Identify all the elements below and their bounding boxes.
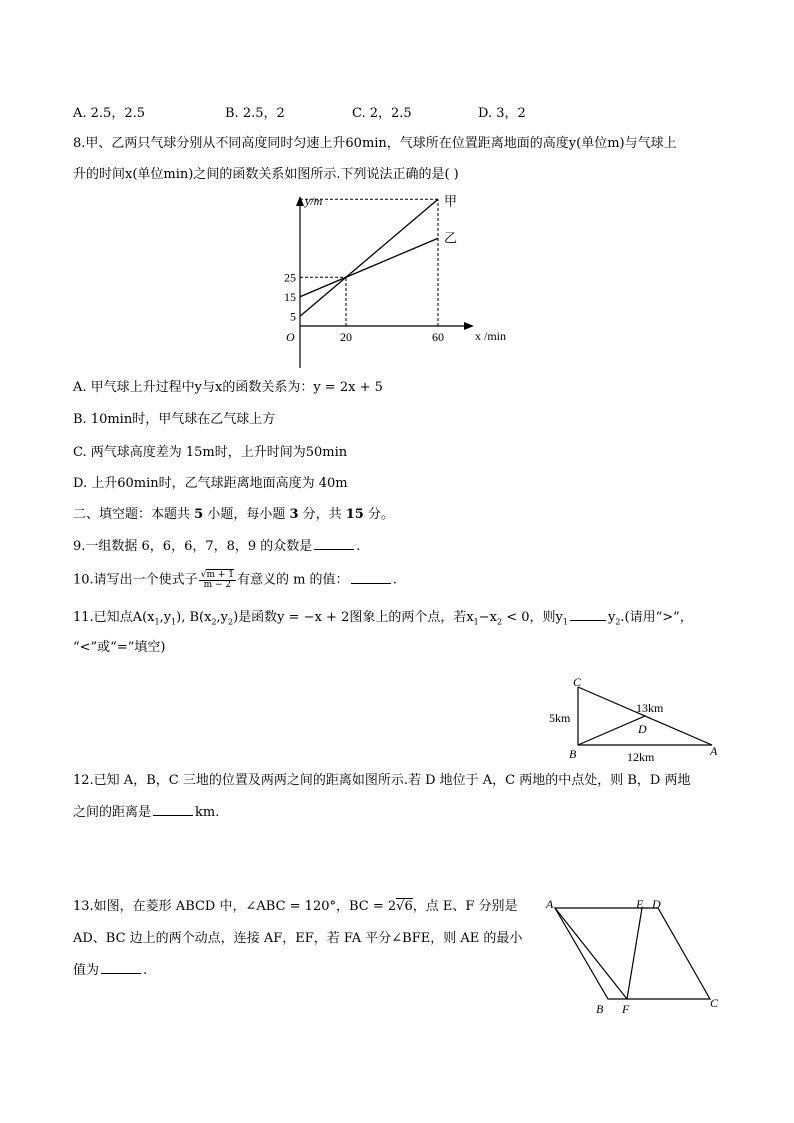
- q12-answer-blank[interactable]: [153, 803, 193, 816]
- q8-option-c: C. 两气球高度差为 15m时，上升时间为50min: [73, 445, 348, 460]
- q13-label-a: A: [546, 897, 554, 911]
- q12-label-b: B: [569, 747, 577, 761]
- q12-label-ac: 13km: [636, 701, 664, 715]
- q8-option-b: B. 10min时，甲气球在乙气球上方: [73, 412, 276, 427]
- q13-label-b: B: [596, 1002, 604, 1016]
- q8-option-a: A. 甲气球上升过程中y与x的函数关系为：y = 2x + 5: [73, 380, 383, 395]
- q13-answer-blank[interactable]: [101, 961, 141, 974]
- q12-question-line2: 之间的距离是 km.: [73, 805, 220, 820]
- q11-question-line2: “<”或“=”填空): [73, 640, 166, 655]
- series-label-jia: 甲: [444, 193, 458, 209]
- q9-answer-blank[interactable]: [314, 537, 354, 550]
- x-tick-label: 60: [432, 330, 444, 344]
- y-tick-label: 25: [284, 270, 296, 285]
- q7-option-a: A. 2.5，2.5: [73, 106, 146, 121]
- q7-option-d: D. 3，2: [478, 106, 526, 121]
- q13-question-line3: 值为 .: [73, 963, 148, 978]
- y-axis-label: y/m: [305, 194, 323, 208]
- q12-label-bc: 5km: [549, 711, 571, 725]
- q13-label-c: C: [710, 996, 719, 1010]
- q9-question: 9.一组数据 6，6，6，7，8，9 的众数是 .: [73, 539, 361, 554]
- q13-question-line1: 13.如图，在菱形 ABCD 中，∠ABC = 120°，BC = 2√6，点 E、F 分别是: [73, 899, 518, 914]
- q8-stem-line2: 升的时间x(单位min)之间的函数关系如图所示.下列说法正确的是( ): [73, 167, 459, 182]
- q10-question: 10.请写出一个使式子$\frac{√m + 1}{m - 2}$有意义的 m 的值： .: [73, 570, 397, 590]
- q12-label-d: D: [638, 722, 647, 736]
- q12-triangle-figure: [540, 672, 740, 767]
- origin-label: O: [286, 330, 295, 344]
- q7-option-c: C. 2，2.5: [352, 106, 412, 121]
- series-label-yi: 乙: [444, 230, 458, 246]
- q13-label-d: D: [652, 897, 661, 911]
- y-tick-label: 5: [290, 309, 296, 324]
- q12-label-c: C: [573, 675, 582, 689]
- q7-option-b: B. 2.5，2: [225, 106, 285, 121]
- q13-rhombus-figure: [540, 895, 740, 1025]
- q10-answer-blank[interactable]: [351, 571, 391, 584]
- q8-option-d: D. 上升60min时，乙气球距离地面高度为 40m: [73, 476, 348, 491]
- q8-stem-line1: 8.甲、乙两只气球分别从不同高度同时匀速上升60min，气球所在位置距离地面的高度y(单位m)与气球上: [73, 136, 677, 151]
- x-axis-label: x /min: [475, 329, 507, 343]
- q13-question-line2: AD、BC 边上的两个动点，连接 AF，EF，若 FA 平分∠BFE，则 AE 的最小: [73, 931, 523, 946]
- series-line-yi: [300, 238, 438, 297]
- q8-chart: [270, 192, 530, 372]
- series-line-jia: [300, 199, 438, 316]
- y-tick-label: 15: [284, 289, 296, 304]
- q10-fraction: $\frac{√m + 1}{m - 2}$: [200, 570, 234, 590]
- y-axis-arrow: [296, 196, 304, 206]
- q13-label-e: E: [636, 897, 644, 911]
- section-heading: 二、填空题：本题共 5 小题，每小题 3 分，共 15 分。: [73, 507, 394, 522]
- q11-question-line1: 11.已知点$A(x_1,y_1)$, $B(x_2,y_2)$是函数y = −x + 2图象上的两个点，若$x_1-x_2 < 0$，则$y_1$ $y_2$.(请用“>”，: [73, 610, 693, 627]
- q13-label-f: F: [622, 1002, 630, 1016]
- x-tick-label: 20: [340, 330, 352, 344]
- x-axis-arrow: [464, 322, 474, 330]
- q12-label-a: A: [710, 744, 718, 758]
- q12-label-ab: 12km: [627, 750, 655, 764]
- q12-question-line1: 12.已知 A，B，C 三地的位置及两两之间的距离如图所示.若 D 地位于 A，C 两地的中点处，则 B，D 两地: [73, 773, 691, 788]
- q11-answer-blank[interactable]: [570, 608, 606, 621]
